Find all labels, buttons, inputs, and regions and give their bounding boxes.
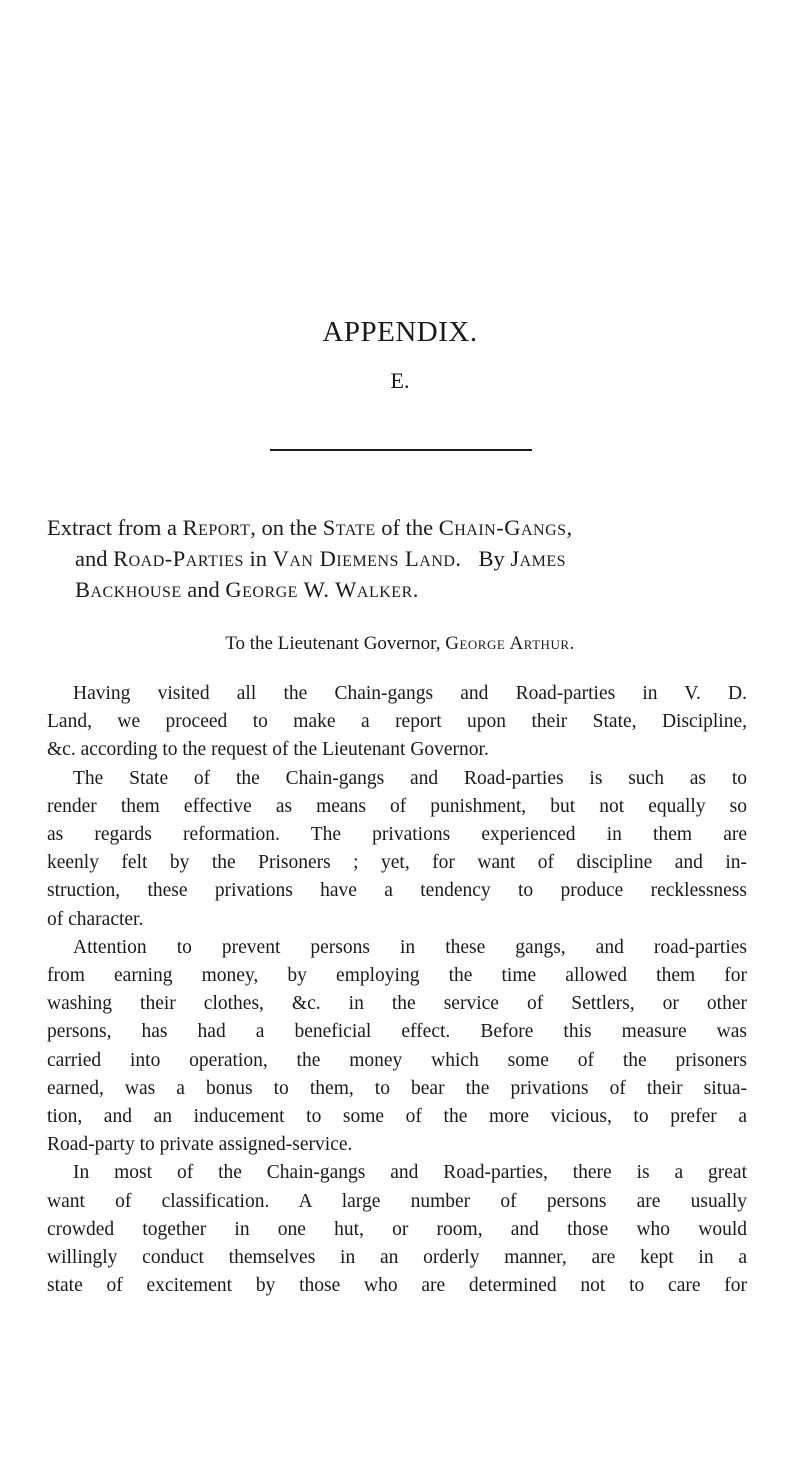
heading-report: Report — [182, 515, 251, 540]
text-line: as regards reformation. The privations experienced in them are — [47, 824, 747, 846]
text-line: In most of the Chain-gangs and Road-parties, there is a great — [73, 1162, 747, 1184]
heading-road-parties: Road-Parties — [113, 546, 244, 571]
address-line — [0, 633, 800, 655]
text-line: Attention to prevent persons in these gangs, and road-parties — [73, 936, 747, 958]
text-line: want of classification. A large number of persons are usually — [47, 1190, 747, 1212]
text-line: struction, these privations have a tendency to produce recklessness — [47, 880, 747, 902]
text-line: from earning money, by employing the time allowed them for — [47, 965, 747, 987]
text-line: render them effective as means of punishment, but not equally so — [47, 795, 747, 817]
heading-author-walker: George W. Walker. — [225, 577, 419, 602]
heading-line-2 — [47, 543, 759, 574]
report-paragraph — [47, 680, 747, 765]
text-line: The State of the Chain-gangs and Road-parties is such as to — [73, 767, 747, 789]
heading-author-james: James — [510, 546, 567, 571]
text-line: carried into operation, the money which some of the prisoners — [47, 1049, 747, 1071]
heading-text: of the — [375, 515, 439, 540]
heading-text: By — [461, 546, 511, 571]
text-line: &c. according to the request of the Lieutenant Governor. — [47, 739, 489, 761]
address-prefix: To the Lieutenant Governor, — [225, 633, 446, 654]
heading-text: , on the — [250, 515, 323, 540]
text-line: of character. — [47, 908, 144, 930]
heading-van-diemens-land: Van Diemens Land. — [272, 546, 462, 571]
heading-text: and — [181, 577, 226, 602]
section-divider — [270, 449, 532, 451]
heading-line-3 — [47, 574, 759, 605]
report-paragraph — [47, 765, 747, 934]
text-line: willingly conduct themselves in an orderly manner, are kept in a — [47, 1247, 747, 1269]
heading-chain-gangs: Chain-Gangs, — [438, 515, 573, 540]
text-line: state of excitement by those who are determined not to care for — [47, 1275, 747, 1297]
report-paragraph — [47, 1159, 747, 1300]
address-name: George Arthur. — [445, 633, 575, 654]
heading-author-backhouse: Backhouse — [75, 577, 182, 602]
text-line: washing their clothes, &c. in the service of Settlers, or other — [47, 993, 747, 1015]
text-line: crowded together in one hut, or room, and those who would — [47, 1218, 747, 1240]
heading-state: State — [322, 515, 376, 540]
report-body — [47, 680, 747, 1300]
heading-text: in — [243, 546, 273, 571]
appendix-title: APPENDIX. — [322, 316, 478, 348]
text-line: persons, has had a beneficial effect. Before this measure was — [47, 1021, 747, 1043]
report-paragraph — [47, 934, 747, 1160]
text-line: tion, and an inducement to some of the more vicious, to prefer a — [47, 1106, 747, 1128]
heading-text: Extract from a — [47, 515, 183, 540]
extract-heading — [47, 512, 759, 605]
text-line: Land, we proceed to make a report upon their State, Discipline, — [47, 711, 747, 733]
text-line: Road-party to private assigned-service. — [47, 1134, 353, 1156]
text-line: earned, was a bonus to them, to bear the privations of their situa- — [47, 1077, 747, 1099]
text-line: Having visited all the Chain-gangs and Road-parties in V. D. — [73, 683, 747, 704]
heading-text: and — [75, 546, 114, 571]
appendix-letter: E. — [390, 368, 410, 393]
text-line: keenly felt by the Prisoners ; yet, for want of discipline and in- — [47, 852, 747, 874]
heading-line-1 — [47, 512, 759, 543]
